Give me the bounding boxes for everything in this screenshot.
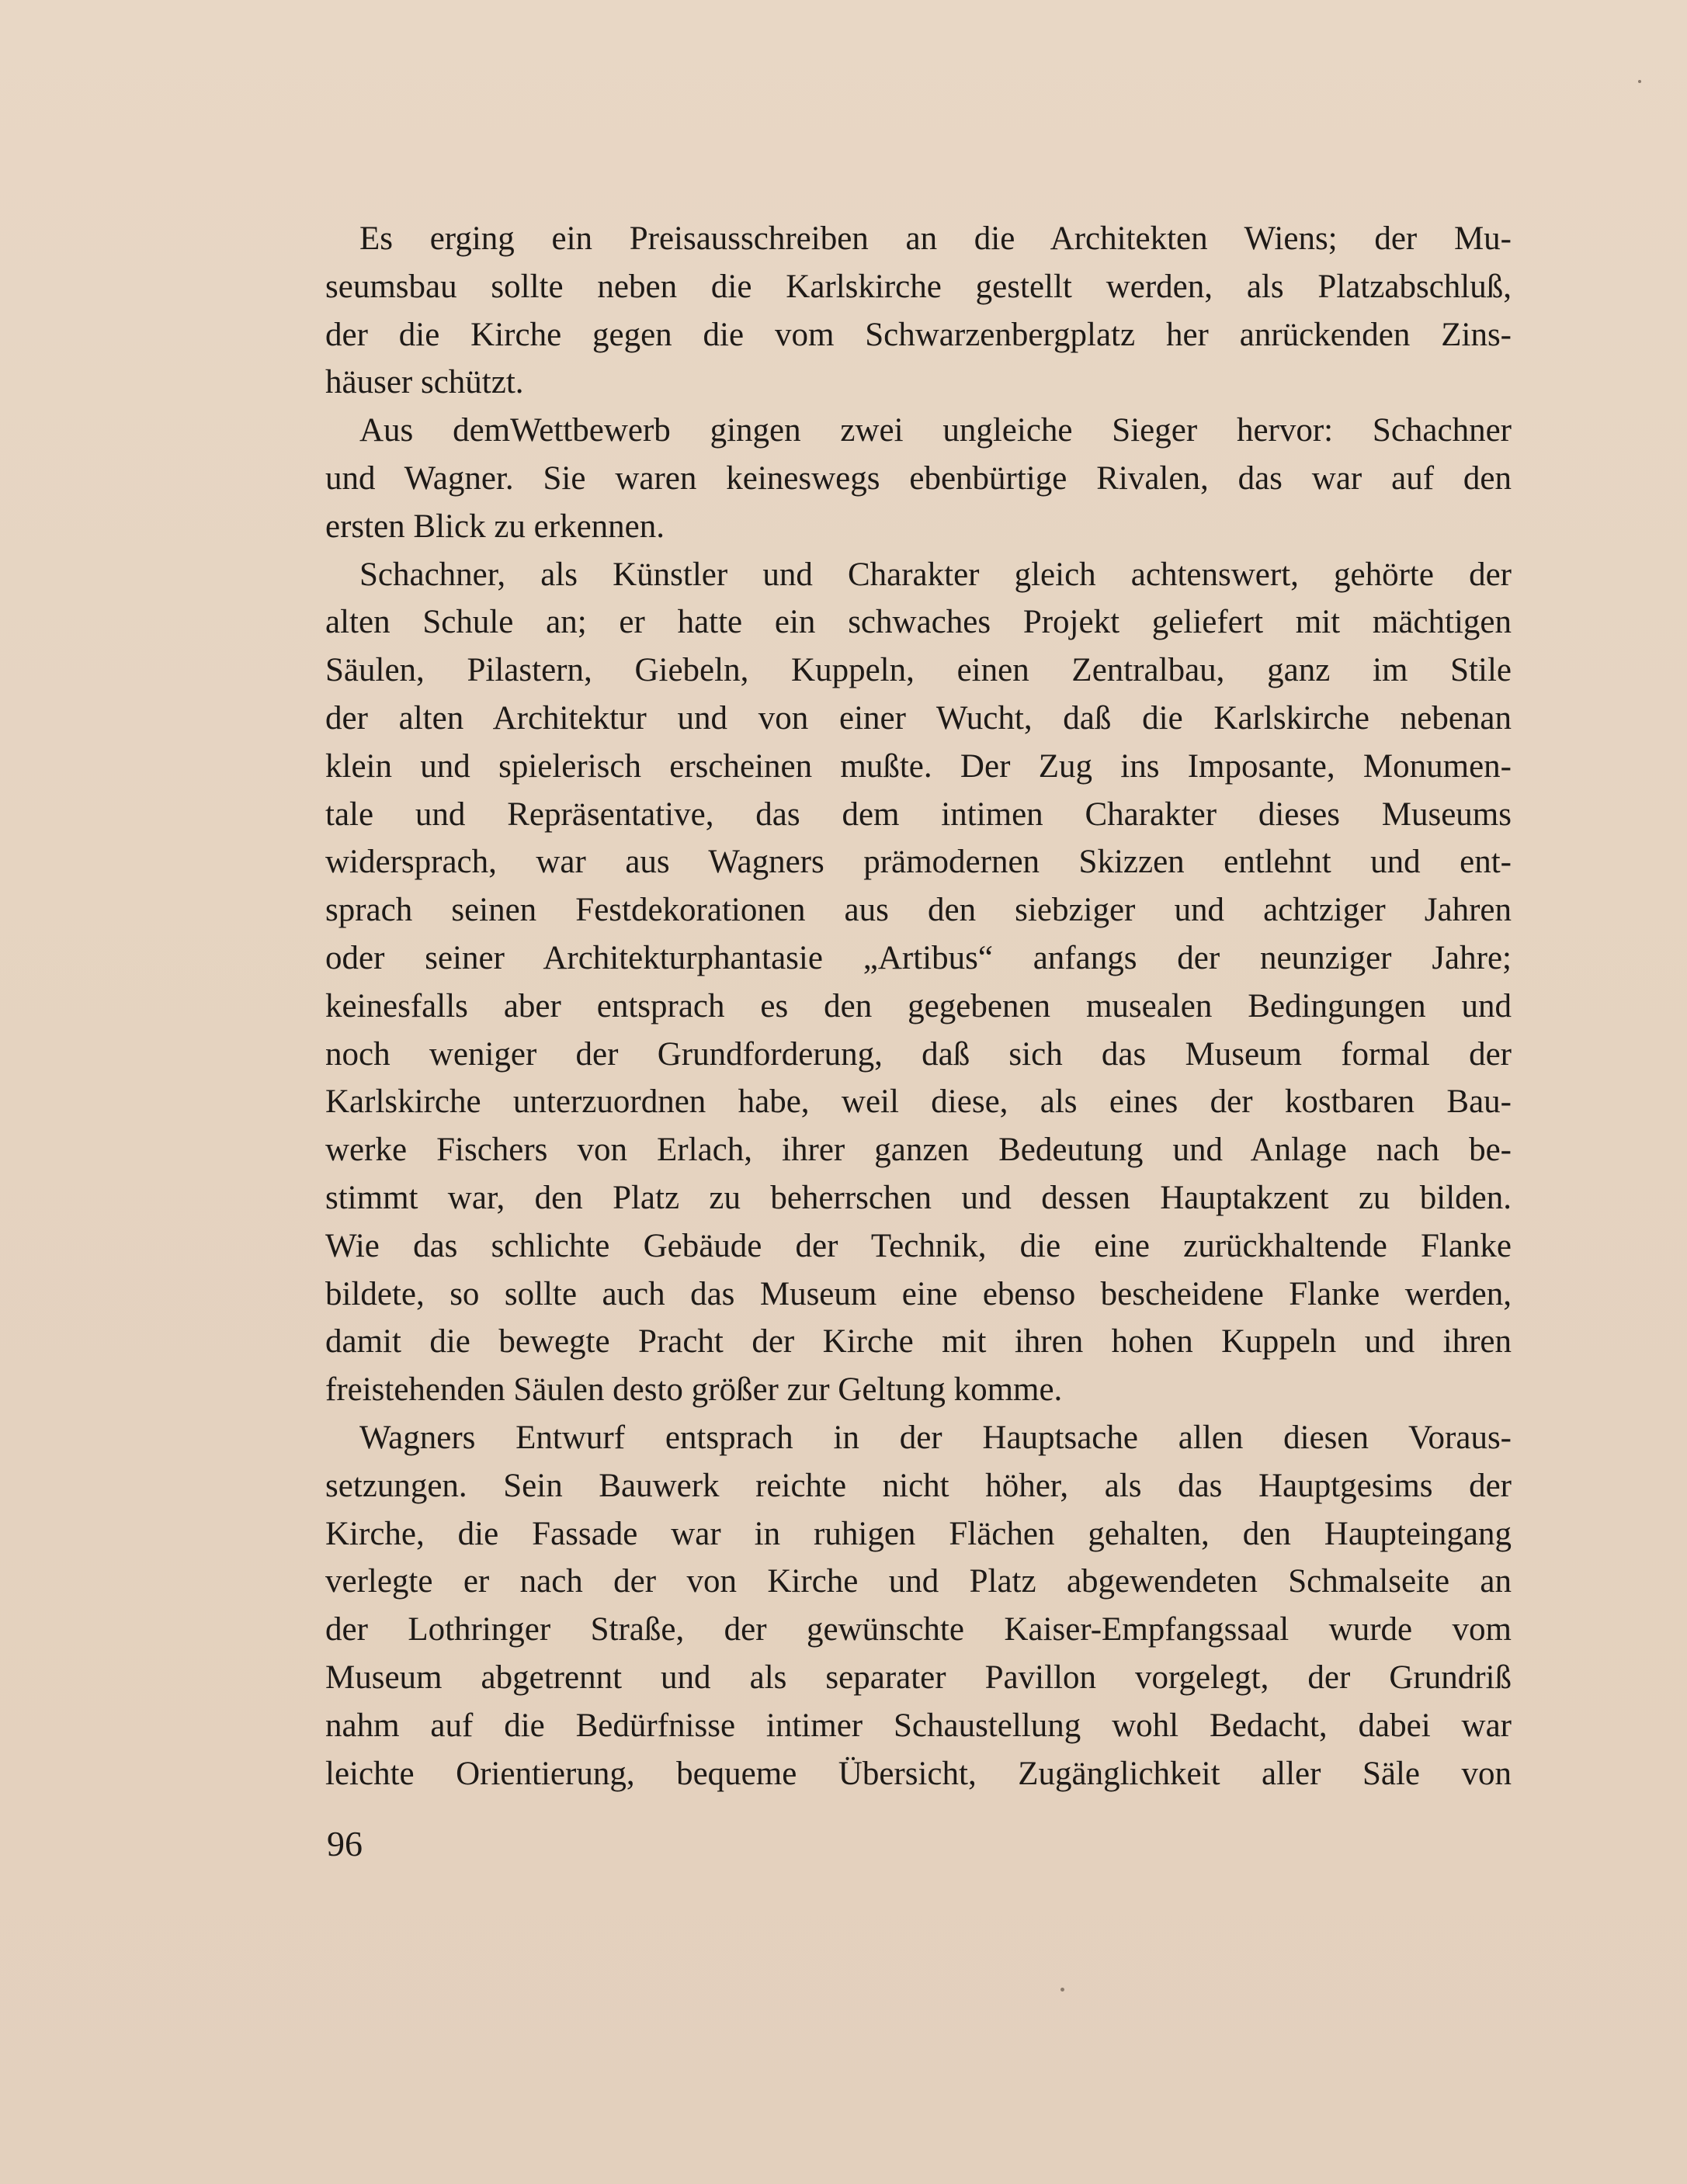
paragraph <box>325 407 1512 550</box>
text-line: der die Kirche gegen die vom Schwarzenbergplatz her anrückenden Zins- <box>325 316 1512 353</box>
text-line: oder seiner Architekturphantasie „Artibus“ anfangs der neunziger Jahre; <box>325 939 1512 976</box>
text-line: sprach seinen Festdekorationen aus den siebziger und achtziger Jahren <box>325 892 1512 929</box>
text-line: freistehenden Säulen desto größer zur Geltung komme. <box>325 1371 1063 1409</box>
text-line: und Wagner. Sie waren keineswegs ebenbürtige Rivalen, das war auf den <box>325 459 1512 497</box>
text-line: leichte Orientierung, bequeme Übersicht, Zugänglichkeit aller Säle von <box>325 1755 1512 1792</box>
body-text <box>325 215 1512 1797</box>
text-line: der alten Architektur und von einer Wucht, daß die Karlskirche nebenan <box>325 699 1512 737</box>
paper-speck <box>1638 80 1641 83</box>
text-line: Säulen, Pilastern, Giebeln, Kuppeln, einen Zentralbau, ganz im Stile <box>325 652 1512 689</box>
paper-speck <box>1060 1988 1064 1992</box>
text-line: der Lothringer Straße, der gewünschte Kaiser-Empfangssaal wurde vom <box>325 1611 1512 1648</box>
text-line: Wie das schlichte Gebäude der Technik, die eine zurückhaltende Flanke <box>325 1227 1512 1264</box>
text-line: damit die bewegte Pracht der Kirche mit ihren hohen Kuppeln und ihren <box>325 1323 1512 1361</box>
text-line: widersprach, war aus Wagners prämodernen Skizzen entlehnt und ent- <box>325 844 1512 881</box>
text-line: Aus demWettbewerb gingen zwei ungleiche Sieger hervor: Schachner <box>359 412 1512 449</box>
text-line: Wagners Entwurf entsprach in der Hauptsache allen diesen Voraus- <box>359 1419 1512 1456</box>
text-line: seumsbau sollte neben die Karlskirche gestellt werden, als Platzabschluß, <box>325 268 1512 305</box>
text-line: Schachner, als Künstler und Charakter gleich achtenswert, gehörte der <box>359 556 1512 593</box>
paragraph <box>325 551 1512 1414</box>
paragraph <box>325 1414 1512 1797</box>
text-line: tale und Repräsentative, das dem intimen Charakter dieses Museums <box>325 796 1512 833</box>
text-line: stimmt war, den Platz zu beherrschen und dessen Hauptakzent zu bilden. <box>325 1179 1512 1216</box>
text-line: Karlskirche unterzuordnen habe, weil diese, als eines der kostbaren Bau- <box>325 1083 1512 1121</box>
text-line: verlegte er nach der von Kirche und Platz abgewendeten Schmalseite an <box>325 1563 1512 1600</box>
text-line: alten Schule an; er hatte ein schwaches Projekt geliefert mit mächtigen <box>325 604 1512 641</box>
paragraph <box>325 215 1512 407</box>
text-line: klein und spielerisch erscheinen mußte. Der Zug ins Imposante, Monumen- <box>325 747 1512 785</box>
text-line: keinesfalls aber entsprach es den gegebenen musealen Bedingungen und <box>325 987 1512 1024</box>
text-line: setzungen. Sein Bauwerk reichte nicht höher, als das Hauptgesims der <box>325 1467 1512 1504</box>
text-line: nahm auf die Bedürfnisse intimer Schaustellung wohl Bedacht, dabei war <box>325 1707 1512 1744</box>
text-line: Es erging ein Preisausschreiben an die Architekten Wiens; der Mu- <box>359 220 1512 257</box>
text-line: werke Fischers von Erlach, ihrer ganzen Bedeutung und Anlage nach be- <box>325 1132 1512 1169</box>
text-line: häuser schützt. <box>325 364 524 401</box>
text-line: noch weniger der Grundforderung, daß sich das Museum formal der <box>325 1035 1512 1073</box>
text-line: bildete, so sollte auch das Museum eine ebenso bescheidene Flanke werden, <box>325 1275 1512 1312</box>
text-line: Museum abgetrennt und als separater Pavillon vorgelegt, der Grundriß <box>325 1659 1512 1696</box>
text-line: ersten Blick zu erkennen. <box>325 508 665 545</box>
text-line: Kirche, die Fassade war in ruhigen Flächen gehalten, den Haupteingang <box>325 1515 1512 1552</box>
page-number: 96 <box>327 1824 363 1863</box>
